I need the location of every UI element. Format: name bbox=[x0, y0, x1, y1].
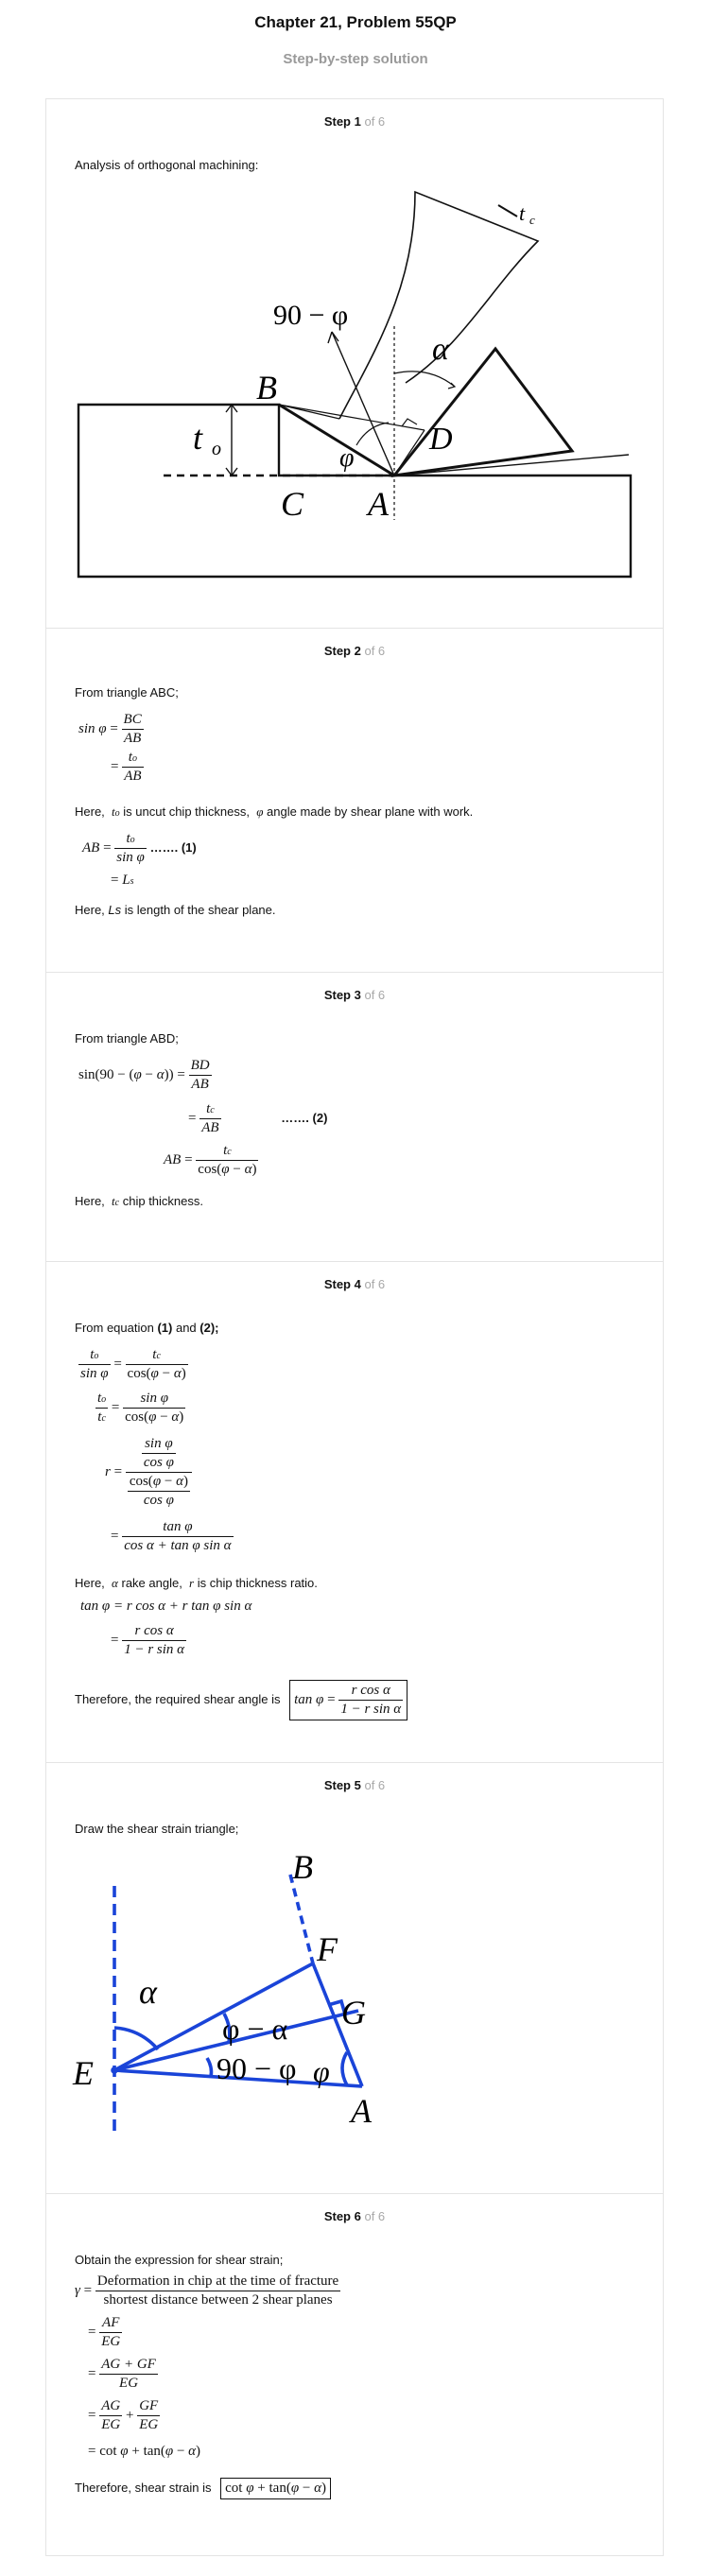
step-card-3 bbox=[45, 972, 664, 1262]
equation: AB = $\frac{to}{\text{sin φ}}$ ……. (1) bbox=[82, 831, 197, 865]
step-card-1 bbox=[45, 98, 664, 629]
label-90-phi: 90 − φ bbox=[273, 300, 349, 331]
equation: = $\frac{\text{r cos α}}{\text{1 − r sin α}}$ bbox=[111, 1623, 185, 1657]
step-header: Step 3 of 6 bbox=[323, 988, 386, 1002]
equation: = $\frac{AG}{EG}$ + $\frac{GF}{EG}$ bbox=[88, 2398, 159, 2432]
label-phi-alpha: φ − α bbox=[222, 2012, 288, 2046]
label-tc-sub: c bbox=[529, 213, 535, 227]
label-G: G bbox=[341, 1994, 366, 2031]
step-header: Step 4 of 6 bbox=[323, 1277, 386, 1291]
label-F: F bbox=[317, 1930, 338, 1968]
label-B: B bbox=[256, 369, 277, 406]
equation: tan φ = r cos α + r tan φ sin α bbox=[80, 1599, 252, 1614]
step-text: Analysis of orthogonal machining: bbox=[75, 158, 259, 172]
note: Here, Ls is length of the shear plane. bbox=[75, 903, 276, 917]
step-text: Draw the shear strain triangle; bbox=[75, 1822, 239, 1836]
step-text: Obtain the expression for shear strain; bbox=[75, 2253, 284, 2267]
step-text: From equation (1) and (2); bbox=[75, 1321, 219, 1335]
step-card-5 bbox=[45, 1762, 664, 2194]
equation: = cot φ + tan(φ − α) bbox=[88, 2444, 201, 2459]
label-D: D bbox=[429, 422, 453, 457]
label-alpha: α bbox=[139, 1973, 157, 2011]
step-card-4 bbox=[45, 1261, 664, 1763]
equation: AB = $\frac{tc}{\cos(\varphi - \alpha)}$ bbox=[164, 1143, 257, 1177]
conclusion: Therefore, the required shear angle is tan φ = $\frac{\text{r cos α}}{\text{1 − r sin α}}$ bbox=[75, 1680, 408, 1720]
page-subtitle: Step-by-step solution bbox=[283, 51, 428, 67]
step-header: Step 1 of 6 bbox=[323, 114, 386, 129]
label-tc: t bbox=[519, 201, 526, 225]
equation: = $\frac{tc}{AB}$ ……. (2) bbox=[188, 1101, 328, 1135]
label-B: B bbox=[292, 1848, 313, 1886]
step-text: From triangle ABC; bbox=[75, 685, 179, 700]
note: Here, to is uncut chip thickness, φ angle made by shear plane with work. bbox=[75, 804, 474, 819]
machining-diagram bbox=[46, 99, 663, 629]
label-90-phi: 90 − φ bbox=[217, 2051, 297, 2085]
note: Here, α rake angle, r is chip thickness ratio. bbox=[75, 1576, 318, 1590]
step-header: Step 2 of 6 bbox=[323, 644, 386, 658]
step-header: Step 6 of 6 bbox=[323, 2209, 386, 2223]
step-text: From triangle ABD; bbox=[75, 1031, 179, 1046]
equation: sin φ = $\frac{BC}{AB}$ bbox=[78, 712, 142, 746]
label-A: A bbox=[351, 2092, 372, 2130]
step-card-2 bbox=[45, 628, 664, 973]
equation: $\frac{to}{tc}$ = $\frac{\text{sin φ}}{\cos(\varphi - \alpha)}$ bbox=[97, 1391, 184, 1425]
note: Here, tc chip thickness. bbox=[75, 1194, 203, 1208]
equation: γ = $\frac{\text{Deformation in chip at the time of fracture}}{\text{shortest distance between 2 shear planes}}$ bbox=[75, 2273, 339, 2308]
equation: = $\frac{AG + GF}{EG}$ bbox=[88, 2357, 156, 2391]
conclusion: Therefore, shear strain is cot φ + tan(φ − α) bbox=[75, 2478, 331, 2499]
label-alpha: α bbox=[432, 332, 449, 367]
equation: $\frac{to}{\text{sin φ}}$ = $\frac{tc}{\cos(\varphi - \alpha)}$ bbox=[80, 1347, 186, 1381]
equation: = $\frac{\text{tan φ}}{\text{cos α + tan φ sin α}}$ bbox=[111, 1519, 232, 1553]
equation: = $\frac{to}{AB}$ bbox=[111, 750, 142, 784]
label-A: A bbox=[368, 485, 389, 523]
shear-strain-triangle bbox=[46, 1763, 663, 2194]
label-C: C bbox=[281, 485, 304, 523]
label-to-sub: o bbox=[212, 439, 221, 459]
step-header: Step 5 of 6 bbox=[323, 1778, 386, 1792]
equation: r = $\frac{\frac{\text{sin φ}}{\text{cos φ}}}{\frac{\cos(\varphi - \alpha)}{\text{cos φ}}}$ bbox=[105, 1436, 192, 1509]
label-phi: φ bbox=[339, 443, 355, 473]
label-E: E bbox=[73, 2054, 94, 2092]
equation: = Ls bbox=[111, 873, 134, 888]
label-to: t bbox=[193, 419, 203, 457]
page-title: Chapter 21, Problem 55QP bbox=[254, 13, 457, 31]
equation: sin(90 − (φ − α)) = $\frac{BD}{AB}$ bbox=[78, 1058, 210, 1092]
step-card-6 bbox=[45, 2193, 664, 2556]
equation: = $\frac{AF}{EG}$ bbox=[88, 2315, 121, 2349]
label-phi: φ bbox=[313, 2054, 330, 2088]
